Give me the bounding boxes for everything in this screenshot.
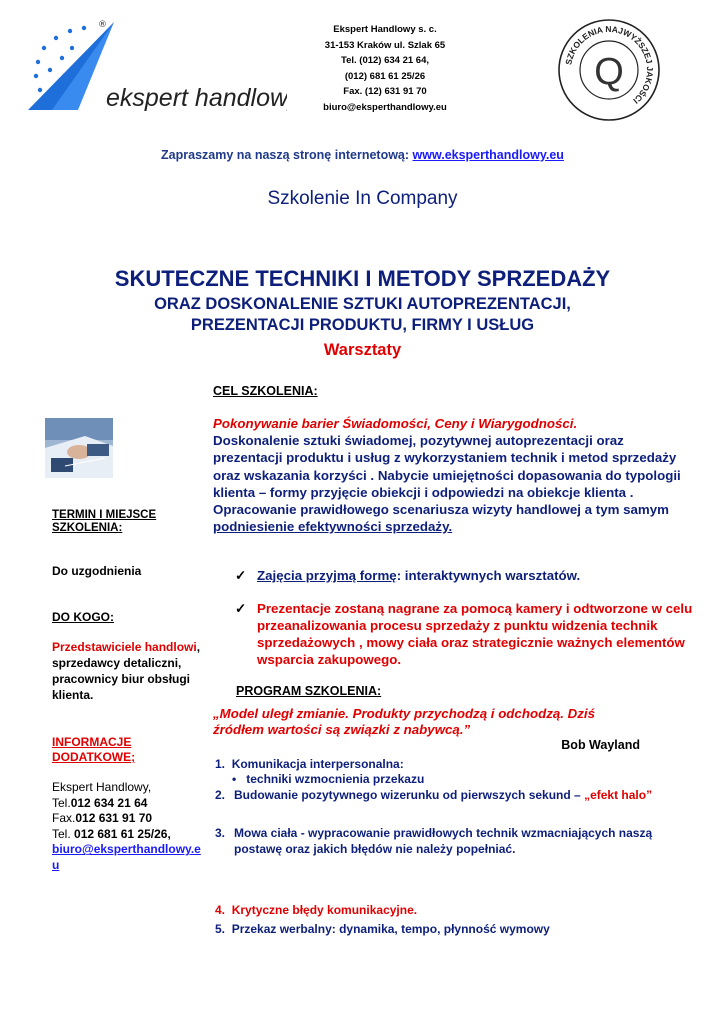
cel-italic: Pokonywanie barier Świadomości, Ceny i Wiarygodności. bbox=[213, 416, 578, 431]
company-line: Ekspert Handlowy s. c. bbox=[333, 24, 437, 35]
cel-underlined: podniesienie efektywności sprzedaży. bbox=[213, 519, 453, 535]
tel-prefix: Tel. bbox=[52, 795, 71, 810]
cel-label: CEL SZKOLENIA: bbox=[213, 384, 318, 398]
company-line: biuro@eksperthandlowy.eu bbox=[323, 101, 447, 113]
check-icon: ✓ bbox=[235, 601, 247, 616]
info-label: INFORMACJE DODATKOWE; bbox=[52, 735, 136, 764]
item-number: 4. bbox=[215, 903, 226, 917]
item-text: techniki wzmocnienia przekazu bbox=[246, 772, 425, 786]
item-text: Komunikacja interpersonalna: bbox=[231, 757, 404, 771]
title-line: PREZENTACJI PRODUKTU, FIRMY I USŁUG bbox=[190, 316, 535, 334]
title-line: ORAZ DOSKONALENIE SZTUKI AUTOPREZENTACJI, bbox=[154, 295, 571, 313]
check-icon: ✓ bbox=[235, 568, 247, 583]
info-tel2: 012 681 61 25/26, bbox=[74, 826, 171, 841]
check1-underlined: Zajęcia przyjmą formę bbox=[257, 568, 397, 583]
program-item-2 bbox=[215, 788, 675, 804]
seal-letter: Q bbox=[594, 51, 624, 93]
item-text: Mowa ciała - wypracowanie prawidłowych technik wzmacniających naszą postawę oraz jakich błędów nie należy popełniać. bbox=[234, 826, 653, 856]
company-line: 31-153 Kraków ul. Szlak 65 bbox=[324, 39, 446, 51]
title-workshop: Warsztaty bbox=[323, 341, 402, 359]
program-item-4 bbox=[215, 903, 675, 919]
seal-text: SZKOLENIA NAJWYŻSZEJ JAKOŚCI bbox=[563, 23, 656, 106]
quality-seal bbox=[555, 16, 663, 124]
check2-text: Prezentacje zostaną nagrane za pomocą kamery i odtworzone w celu przeanalizowania procesu sprzedaży z punktu widzenia technik sprzedażowych , mowy ciała oraz strategicznie ważnych elementów wsparcia zakupowego. bbox=[257, 601, 693, 667]
website-invite bbox=[0, 148, 725, 162]
info-fax-row bbox=[52, 811, 212, 827]
bullet-icon: • bbox=[232, 772, 237, 786]
tel2-prefix: Tel. bbox=[52, 826, 75, 841]
info-tel-row bbox=[52, 796, 212, 812]
quote-author: Bob Wayland bbox=[561, 738, 640, 752]
termin-label: TERMIN I MIEJSCE SZKOLENIA: bbox=[52, 509, 157, 534]
logo-arrow-icon bbox=[22, 18, 287, 118]
quote-text: „Model uległ zmianie. Produkty przychodzą i odchodzą. Dziś źródłem wartości są związki z nabywcą.” bbox=[213, 706, 595, 737]
info-contact bbox=[52, 780, 212, 874]
info-company: Ekspert Handlowy, bbox=[52, 780, 152, 794]
invite-text: Zapraszamy na naszą stronę internetową: bbox=[161, 148, 413, 162]
info-tel: 012 634 21 64 bbox=[70, 795, 148, 810]
email-link[interactable]: biuro@eksperthandlowy.eu bbox=[52, 842, 201, 872]
fax-prefix: Fax. bbox=[52, 811, 76, 826]
program-label: PROGRAM SZKOLENIA: bbox=[236, 684, 382, 698]
check1-rest: : interaktywnych warsztatów. bbox=[396, 568, 581, 583]
item-text: Krytyczne błędy komunikacyjne. bbox=[231, 903, 418, 917]
program-item-5 bbox=[215, 922, 675, 938]
check-item-1 bbox=[235, 567, 697, 584]
program-subitem bbox=[232, 772, 672, 788]
termin-value: Do uzgodnienia bbox=[52, 564, 142, 578]
dokogo-text bbox=[52, 639, 202, 703]
info-fax: 012 631 91 70 bbox=[75, 811, 153, 826]
cel-body: Doskonalenie sztuki świadomej, pozytywnej autoprezentacji oraz prezentacji produktu i usług z wykorzystaniem technik i metod sprzedaży oraz wskazania korzyści . Nabycie umiejętności dopasowania do typologii klienta – formy przyjęcie obiekcji i odpowiedzi na obiekcje klienta . Opracowanie prawidłowego scenariusza wizyty handlowej a tym samym bbox=[213, 433, 681, 518]
handshake-photo bbox=[45, 418, 113, 478]
info-tel2-row bbox=[52, 827, 212, 843]
logo-text: ekspert handlowy bbox=[106, 84, 287, 112]
item-number: 5. bbox=[215, 922, 226, 936]
program-item-1 bbox=[215, 757, 675, 773]
item-number: 3. bbox=[215, 826, 226, 840]
company-line: (012) 681 61 25/26 bbox=[344, 70, 426, 82]
company-contact-block bbox=[285, 22, 485, 116]
page-title: SKUTECZNE TECHNIKI I METODY SPRZEDAŻY bbox=[114, 266, 611, 291]
page-title-line2 bbox=[0, 294, 725, 336]
quality-seal-icon bbox=[555, 16, 663, 124]
handshake-image-icon bbox=[45, 418, 113, 478]
dokogo-rest: , sprzedawcy detaliczni, pracownicy biur obsługi klienta. bbox=[52, 640, 201, 702]
cel-text bbox=[213, 415, 693, 535]
website-link[interactable]: www.eksperthandlowy.eu bbox=[412, 148, 564, 162]
item-number: 2. bbox=[215, 788, 226, 802]
item-text: Przekaz werbalny: dynamika, tempo, płynność wymowy bbox=[231, 922, 550, 936]
company-logo bbox=[22, 18, 287, 118]
dokogo-highlight: Przedstawiciele handlowi bbox=[52, 640, 197, 654]
page-subtitle: Szkolenie In Company bbox=[267, 188, 458, 209]
company-line: Tel. (012) 634 21 64, bbox=[340, 55, 430, 67]
dokogo-label: DO KOGO: bbox=[52, 610, 114, 624]
item-number: 1. bbox=[215, 757, 226, 771]
company-line: Fax. (12) 631 91 70 bbox=[343, 86, 427, 98]
program-item-3 bbox=[215, 826, 675, 857]
check-item-2 bbox=[235, 600, 697, 668]
item-highlight: „efekt halo” bbox=[584, 788, 653, 802]
registered-mark: ® bbox=[98, 20, 107, 30]
item-text: Budowanie pozytywnego wizerunku od pierwszych sekund – bbox=[234, 788, 585, 802]
